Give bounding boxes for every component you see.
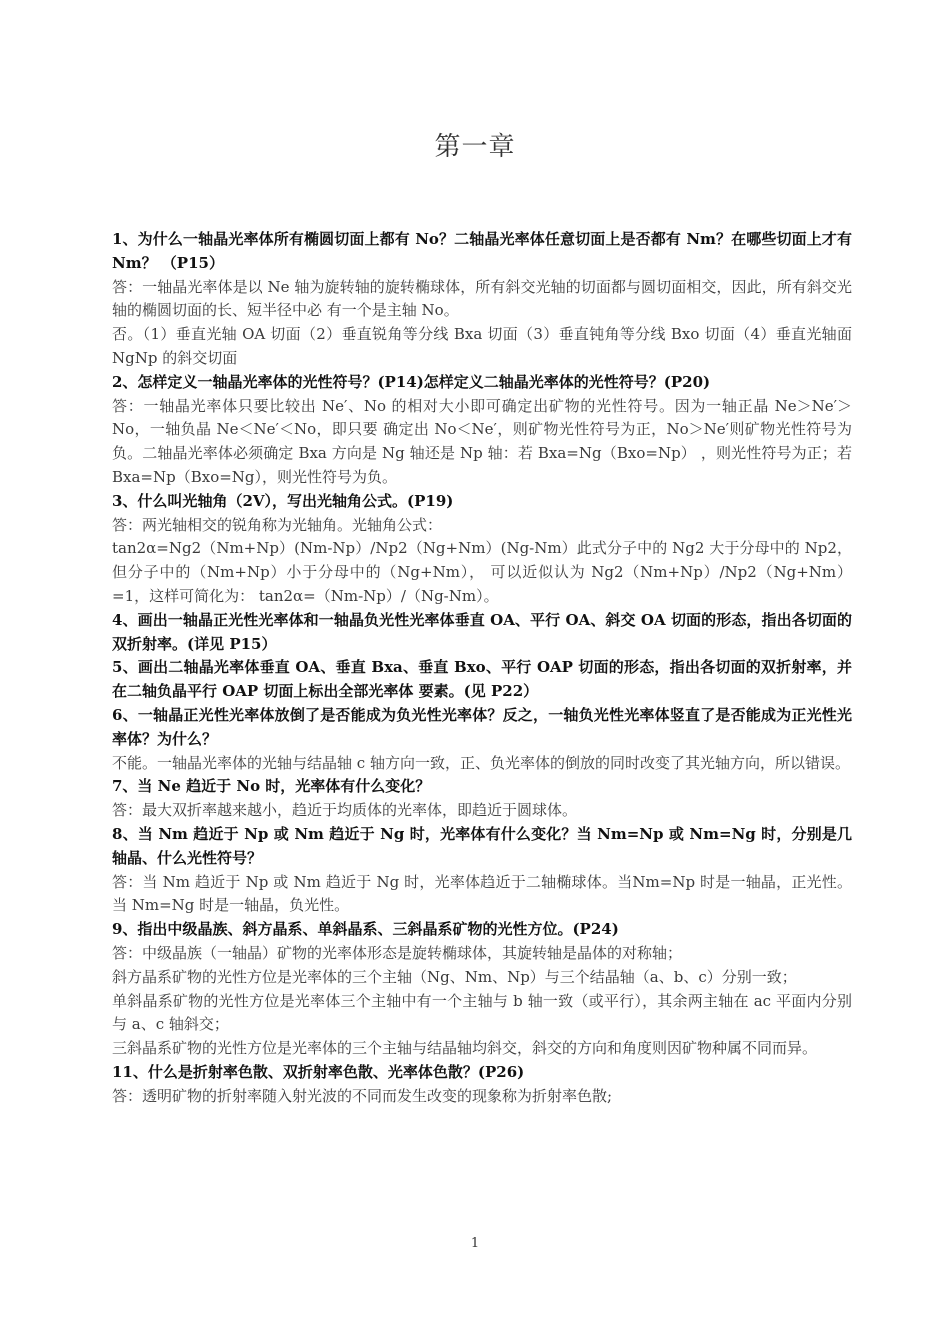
question-7: 7、当 Ne 趋近于 No 时，光率体有什么变化？	[112, 777, 431, 796]
question-4: 4、画出一轴晶正光性光率体和一轴晶负光性光率体垂直 OA、平行 OA、斜交 OA 切面的形态，指出各切面的双折射率。(详见 P15）	[112, 610, 852, 653]
answer-9a: 答：中级晶族（一轴晶）矿物的光率体形态是旋转椭球体，其旋转轴是晶体的对称轴；	[112, 943, 683, 962]
page-number: 1	[470, 1236, 480, 1251]
qa-content	[112, 228, 852, 1108]
question-9: 9、指出中级晶族、斜方晶系、单斜晶系、三斜晶系矿物的光性方位。(P24)	[112, 920, 619, 939]
answer-9b: 斜方晶系矿物的光性方位是光率体的三个主轴（Ng、Nm、Np）与三个结晶轴（a、b、c）分别一致；	[112, 967, 797, 986]
question-3: 3、什么叫光轴角（2V），写出光轴角公式。(P19)	[112, 491, 454, 510]
answer-11: 答：透明矿物的折射率随入射光波的不同而发生改变的现象称为折射率色散;	[112, 1086, 613, 1105]
question-11: 11、什么是折射率色散、双折射率色散、光率体色散？(P26)	[112, 1062, 525, 1081]
answer-9d: 三斜晶系矿物的光性方位是光率体的三个主轴与结晶轴均斜交，斜交的方向和角度则因矿物种属不同而异。	[112, 1039, 818, 1058]
answer-7: 答：最大双折率越来越小，趋近于均质体的光率体，即趋近于圆球体。	[112, 801, 578, 820]
answer-3a: 答：两光轴相交的锐角称为光轴角。光轴角公式：	[112, 515, 443, 534]
question-6: 6、一轴晶正光性光率体放倒了是否能成为负光性光率体？反之，一轴负光性光率体竖直了是否能成为正光性光率体？为什么？	[112, 705, 852, 748]
answer-2: 答：一轴晶光率体只要比较出 Ne′、No 的相对大小即可确定出矿物的光性符号。因为一轴正晶 Ne＞Ne′＞No，一轴负晶 Ne＜Ne′＜No，即只要 确定出 No＜Ne′，则矿物光性符号为正，No＞Ne′则矿物光性符号为负。二轴晶光率体必须确定 Bxa 方向是 Ng 轴还是 Np 轴：若 Bxa=Ng（Bxo=Np） ，则光性符号为正；若 Bxa=Np（Bxo=Ng），则光性符号为负。	[112, 396, 852, 486]
answer-6: 不能。一轴晶光率体的光轴与结晶轴 c 轴方向一致，正、负光率体的倒放的同时改变了其光轴方向，所以错误。	[112, 753, 850, 772]
answer-1b: 否。（1）垂直光轴 OA 切面（2）垂直锐角等分线 Bxa 切面（3）垂直钝角等分线 Bxo 切面（4）垂直光轴面 NgNp 的斜交切面	[112, 325, 852, 367]
question-2: 2、怎样定义一轴晶光率体的光性符号？(P14)怎样定义二轴晶光率体的光性符号？(P20)	[112, 372, 711, 391]
answer-3b: tan2α=Ng2（Nm+Np）(Nm-Np）/Np2（Ng+Nm）(Ng-Nm）此式分子中的 Ng2 大于分母中的 Np2，但分子中的（Nm+Np）小于分母中的（Ng+Nm）， 可以近似认为 Ng2（Nm+Np）/Np2（Ng+Nm）=1，这样可简化为： tan2α=（Nm-Np）/（Ng-Nm）。	[112, 539, 852, 605]
answer-8: 答：当 Nm 趋近于 Np 或 Nm 趋近于 Ng 时，光率体趋近于二轴椭球体。当Nm=Np 时是一轴晶，正光性。当 Nm=Ng 时是一轴晶，负光性。	[112, 872, 852, 915]
answer-9c: 单斜晶系矿物的光性方位是光率体三个主轴中有一个主轴与 b 轴一致（或平行），其余两主轴在 ac 平面内分别与 a、c 轴斜交；	[112, 991, 852, 1034]
answer-1a: 答：一轴晶光率体是以 Ne 轴为旋转轴的旋转椭球体，所有斜交光轴的切面都与圆切面相交，因此，所有斜交光轴的椭圆切面的长、短半径中必 有一个是主轴 No。	[112, 277, 852, 320]
question-1: 1、为什么一轴晶光率体所有椭圆切面上都有 No？二轴晶光率体任意切面上是否都有 Nm？在哪些切面上才有 Nm？ （P15）	[112, 230, 852, 272]
chapter-title: 第一章	[434, 132, 516, 162]
question-5: 5、画出二轴晶光率体垂直 OA、垂直 Bxa、垂直 Bxo、平行 OAP 切面的形态，指出各切面的双折射率，并在二轴负晶平行 OAP 切面上标出全部光率体 要素。(见 P22）	[112, 658, 852, 701]
question-8: 8、当 Nm 趋近于 Np 或 Nm 趋近于 Ng 时，光率体有什么变化？当 Nm=Np 或 Nm=Ng 时，分别是几轴晶、什么光性符号？	[112, 824, 852, 867]
